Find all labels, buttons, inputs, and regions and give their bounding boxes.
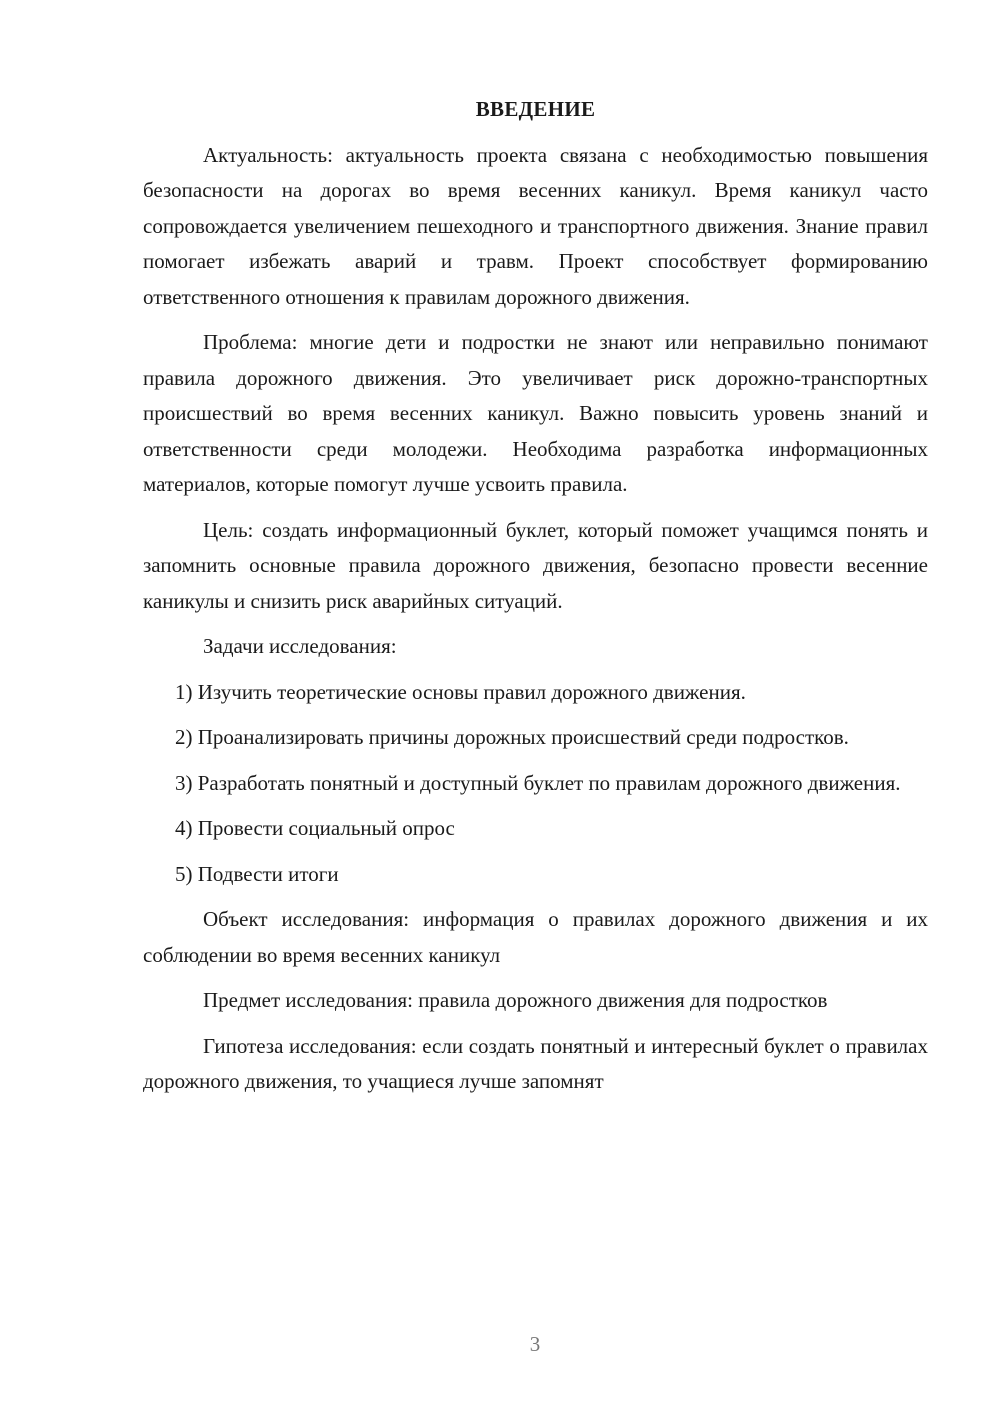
document-page xyxy=(143,92,928,1110)
task-item-5: 5) Подвести итоги xyxy=(175,861,339,886)
object-paragraph: Объект исследования: информация о правилах дорожного движения и их соблюдении во время весенних каникул xyxy=(143,907,928,967)
task-item-1: 1) Изучить теоретические основы правил дорожного движения. xyxy=(175,679,746,704)
subject-paragraph: Предмет исследования: правила дорожного движения для подростков xyxy=(203,988,828,1012)
relevance-paragraph: Актуальность: актуальность проекта связана с необходимостью повышения безопасности на дорогах во время весенних каникул. Время каникул часто сопровождается увеличением пешеходного и транспортного движения. Знание правил помогает избежать аварий и травм. Проект способствует формированию ответственного отношения к правилам дорожного движения. xyxy=(143,142,928,309)
hypothesis-paragraph: Гипотеза исследования: если создать понятный и интересный буклет о правилах дорожного движения, то учащиеся лучше запомнят xyxy=(143,1033,928,1093)
task-item-2: 2) Проанализировать причины дорожных происшествий среди подростков. xyxy=(175,725,849,749)
problem-paragraph: Проблема: многие дети и подростки не знают или неправильно понимают правила дорожного движения. Это увеличивает риск дорожно-транспортных происшествий во время весенних каникул. Важно повысить уровень знаний и ответственности среди молодежи. Необходима разработка информационных материалов, которые помогут лучше усвоить правила. xyxy=(143,330,928,496)
goal-paragraph: Цель: создать информационный буклет, который поможет учащимся понять и запомнить основные правила дорожного движения, безопасно провести весенние каникулы и снизить риск аварийных ситуаций. xyxy=(143,517,928,613)
page-number: 3 xyxy=(529,1332,541,1356)
task-item-4: 4) Провести социальный опрос xyxy=(175,816,455,840)
tasks-heading: Задачи исследования: xyxy=(203,634,397,658)
page-title: ВВЕДЕНИЕ xyxy=(475,97,596,121)
task-item-3: 3) Разработать понятный и доступный буклет по правилам дорожного движения. xyxy=(175,770,901,795)
